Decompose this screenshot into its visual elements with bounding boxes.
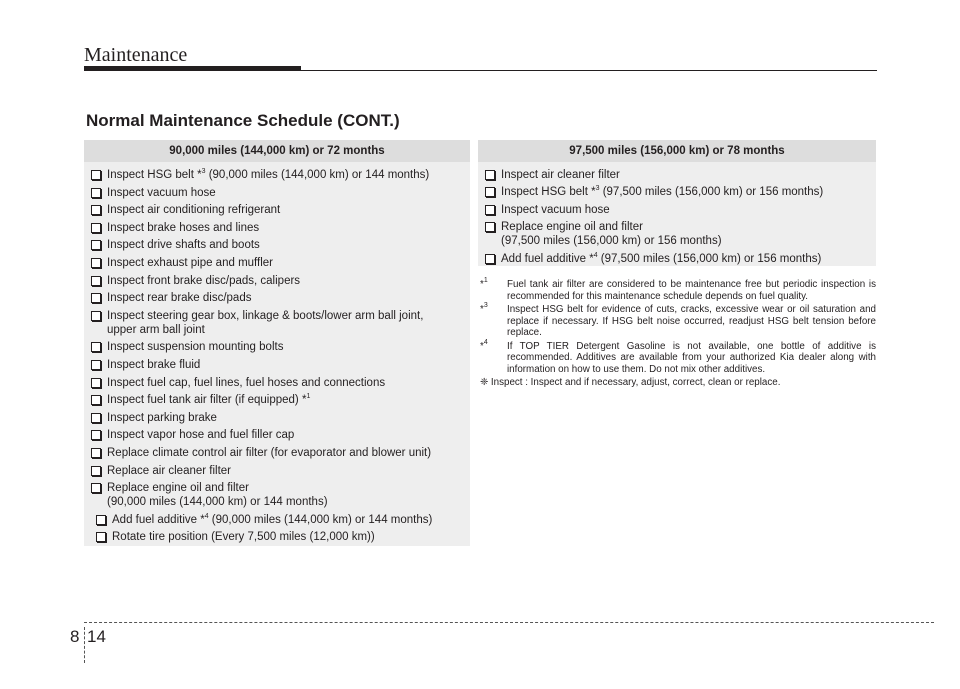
item-text: Inspect air conditioning refrigerant [107, 204, 281, 217]
item-text: Inspect suspension mounting bolts [107, 341, 284, 354]
checkbox-icon [91, 258, 101, 268]
checklist-item [91, 309, 470, 337]
checklist-item [485, 185, 876, 199]
inspect-definition-note: ❈ Inspect : Inspect and if necessary, adjust, correct, clean or replace. [480, 377, 781, 388]
checkbox-icon [91, 413, 101, 423]
checklist-item [91, 358, 470, 372]
item-text: Inspect drive shafts and boots [107, 239, 260, 252]
column-heading: 97,500 miles (156,000 km) or 78 months [478, 140, 876, 162]
checkbox-icon [96, 532, 106, 542]
item-text: Rotate tire position (Every 7,500 miles (12,000 km)) [112, 531, 375, 544]
checklist-item [91, 203, 470, 217]
footnote-ref: 4 [204, 512, 209, 520]
checklist-item [91, 186, 470, 200]
item-text-detail: (90,000 miles (144,000 km) or 144 months) [205, 169, 430, 181]
footnote-ref: 4 [593, 251, 598, 259]
checklist-item [91, 464, 470, 478]
item-text: Inspect HSG belt * [107, 169, 202, 181]
item-text: Inspect fuel tank air filter (if equipped) * [107, 394, 307, 407]
footnote-text: If TOP TIER Detergent Gasoline is not available, one bottle of additive is recommended. Additives are available from your authorized Kia dealer along with information on how to use them. Do not mix other additives. [507, 340, 876, 375]
checkbox-icon [91, 240, 101, 250]
checkbox-icon [485, 187, 495, 197]
checklist-item [91, 221, 470, 235]
footnote [478, 304, 876, 339]
checkbox-icon [91, 188, 101, 198]
checklist-item [91, 393, 470, 407]
item-text-detail: (90,000 miles (144,000 km) or 144 months) [208, 513, 433, 526]
checklist-item [91, 446, 470, 460]
checklist-item [485, 203, 876, 217]
checklist-item [485, 168, 876, 182]
schedule-column-90000 [84, 140, 470, 546]
item-text: Add fuel additive * [112, 513, 205, 526]
checkbox-icon [91, 395, 101, 405]
item-text: Inspect vacuum hose [501, 203, 610, 216]
item-text: Inspect vapor hose and fuel filler cap [107, 429, 295, 442]
item-text: Inspect fuel cap, fuel lines, fuel hoses and connections [107, 376, 386, 389]
checkbox-icon [91, 311, 101, 321]
checklist-item [91, 376, 470, 390]
item-text: Inspect steering gear box, linkage & boots/lower arm ball joint, [107, 309, 424, 322]
footnotes [478, 279, 876, 389]
item-text-continuation: (97,500 miles (156,000 km) or 156 months) [501, 235, 722, 248]
checkbox-icon [91, 170, 101, 180]
checkbox-icon [91, 342, 101, 352]
checkbox-icon [485, 254, 495, 264]
checkbox-icon [91, 483, 101, 493]
checkbox-icon [91, 205, 101, 215]
checklist [84, 162, 470, 544]
item-text: Inspect HSG belt * [501, 186, 596, 199]
section-title: Normal Maintenance Schedule (CONT.) [86, 111, 400, 130]
footnote-mark: *$^3$ [480, 302, 488, 315]
checkbox-icon [91, 430, 101, 440]
checklist-item [91, 168, 470, 182]
footnote-ref: 1 [306, 393, 311, 401]
footnote-mark: *$^4$ [480, 338, 488, 352]
item-text: Add fuel additive * [501, 252, 594, 265]
footnote-text: Inspect HSG belt for evidence of cuts, cracks, excessive wear or oil saturation and replace if necessary. If HSG belt noise occurred, readjust HSG belt tension before replace. [507, 304, 876, 338]
checklist-item [91, 428, 470, 442]
item-text: Replace air cleaner filter [107, 464, 232, 477]
item-text: Inspect brake hoses and lines [107, 221, 260, 234]
checkbox-icon [485, 222, 495, 232]
checklist-item [91, 274, 470, 288]
item-text: Inspect brake fluid [107, 358, 201, 371]
item-text: Replace climate control air filter (for evaporator and blower unit) [107, 446, 432, 459]
item-text: Inspect vacuum hose [107, 186, 216, 199]
checklist [478, 162, 876, 266]
footnote [478, 338, 876, 376]
checklist-item [91, 291, 470, 305]
page-section-number: 8 [70, 627, 80, 646]
footnote-mark: *$^1$ [480, 277, 488, 290]
checklist-item [96, 530, 470, 544]
page-number-separator [84, 627, 85, 663]
item-text-detail: (97,500 miles (156,000 km) or 156 months) [597, 252, 822, 265]
page-header-title: Maintenance [84, 44, 188, 66]
checkbox-icon [91, 293, 101, 303]
checklist-item [91, 340, 470, 354]
item-text: Replace engine oil and filter [107, 482, 249, 495]
checklist-item [91, 411, 470, 425]
checkbox-icon [91, 276, 101, 286]
checklist-item [96, 513, 470, 527]
item-text: Inspect front brake disc/pads, calipers [107, 274, 301, 287]
checkbox-icon [91, 448, 101, 458]
checkbox-icon [91, 223, 101, 233]
checklist-item [485, 252, 876, 266]
checkbox-icon [91, 378, 101, 388]
checkbox-icon [91, 466, 101, 476]
item-text: Inspect parking brake [107, 411, 217, 424]
footnote [478, 279, 876, 302]
footer-divider [84, 622, 934, 623]
column-heading: 90,000 miles (144,000 km) or 72 months [84, 140, 470, 162]
footnote-ref: 3 [201, 168, 206, 175]
checkbox-icon [91, 360, 101, 370]
checklist-item [485, 220, 876, 248]
page-number: 14 [87, 627, 106, 646]
checklist-item [91, 256, 470, 270]
item-text: Inspect air cleaner filter [501, 169, 620, 181]
checklist-item [91, 481, 470, 509]
checklist-item [91, 238, 470, 252]
checkbox-icon [485, 170, 495, 180]
item-text-detail: (97,500 miles (156,000 km) or 156 months) [599, 186, 824, 199]
checkbox-icon [96, 515, 106, 525]
footnote-ref: 3 [595, 185, 600, 193]
item-text: Replace engine oil and filter [501, 221, 643, 234]
item-text-continuation: (90,000 miles (144,000 km) or 144 months) [107, 496, 328, 509]
item-text: Inspect exhaust pipe and muffler [107, 256, 274, 269]
header-rule-thick [84, 66, 301, 71]
item-text: Inspect rear brake disc/pads [107, 292, 252, 305]
schedule-column-97500 [478, 140, 876, 266]
footnote-text: Fuel tank air filter are considered to be maintenance free but periodic inspection is recommended for this maintenance schedule depends on fuel quality. [507, 279, 876, 302]
item-text-continuation: upper arm ball joint [107, 323, 205, 336]
header-rule-thin [301, 70, 877, 71]
checkbox-icon [485, 205, 495, 215]
